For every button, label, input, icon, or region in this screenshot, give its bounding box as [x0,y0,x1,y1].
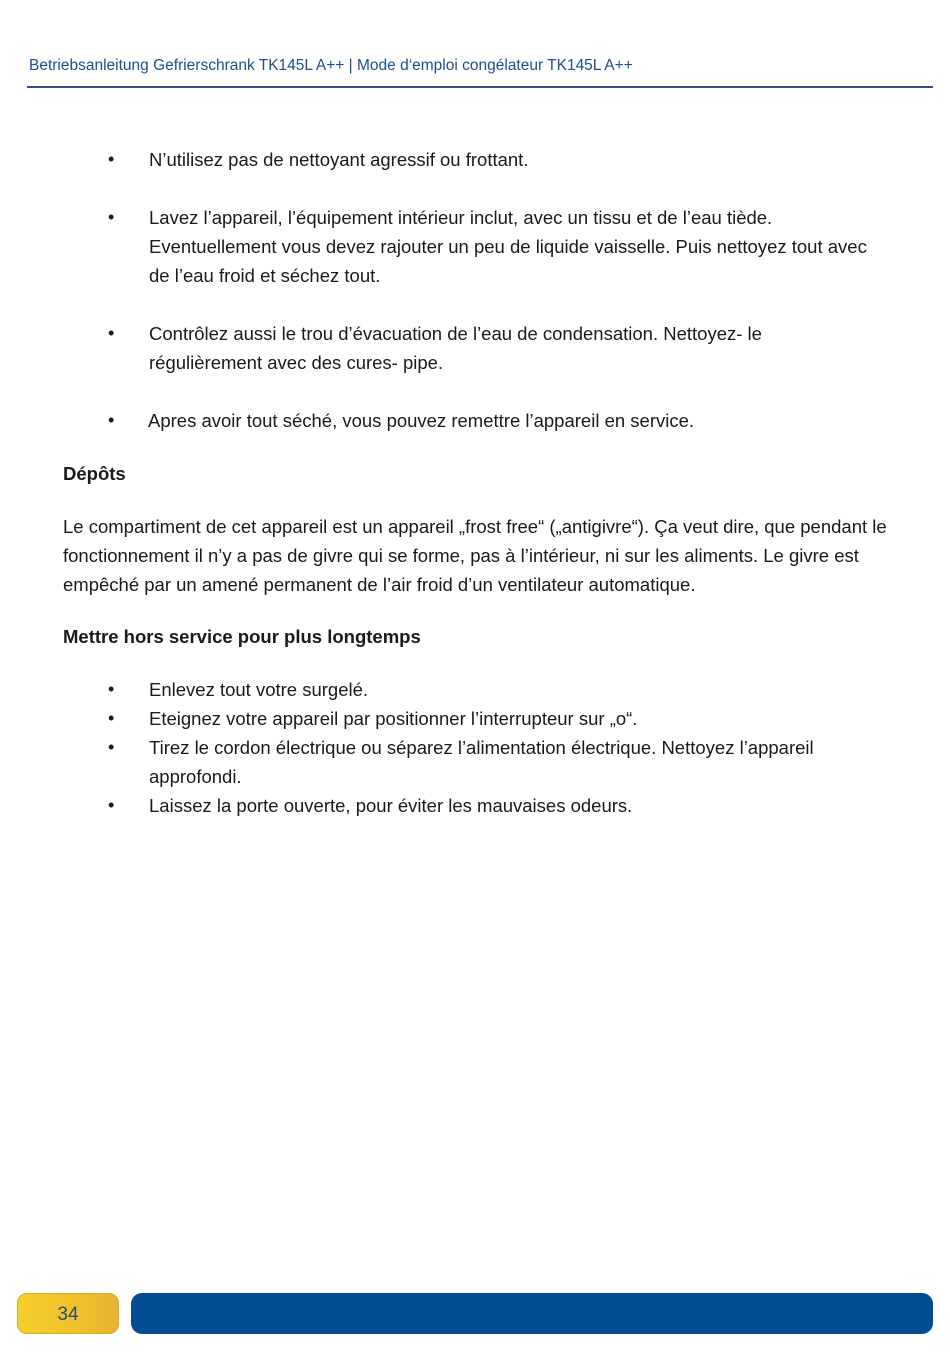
list-item: Apres avoir tout séché, vous pouvez remettre l’appareil en service. [148,410,695,431]
section-heading: Mettre hors service pour plus longtemps [63,626,421,647]
page-number-badge [17,1293,119,1334]
section-heading: Dépôts [63,463,126,484]
bullet-icon: • [108,795,115,815]
page-number: 34 [57,1304,79,1325]
list-item: Contrôlez aussi le trou d’évacuation de l’eau de condensation. Nettoyez- le régulièrement avec des cures- pipe. [149,323,762,373]
footer-bar [131,1293,933,1334]
bullet-icon: • [108,708,115,728]
bullet-icon: • [108,410,115,430]
header-title: Betriebsanleitung Gefrierschrank TK145L A++ | Mode d‘emploi congélateur TK145L A++ [29,57,633,74]
bullet-icon: • [108,323,115,343]
list-item: Eteignez votre appareil par positionner l’interrupteur sur „o“. [149,708,638,729]
list-item: N’utilisez pas de nettoyant agressif ou frottant. [149,149,529,170]
list-item: Laissez la porte ouverte, pour éviter les mauvaises odeurs. [149,795,633,816]
list-item: Lavez l’appareil, l’équipement intérieur inclut, avec un tissu et de l’eau tiède. Eventuellement vous devez rajouter un peu de liquide vaisselle. Puis nettoyez tout avec de l’eau froid et séchez tout. [149,207,867,286]
bullet-icon: • [108,737,115,757]
list-item: Enlevez tout votre surgelé. [149,679,369,700]
header-divider [27,86,933,88]
list-item: Tirez le cordon électrique ou séparez l’alimentation électrique. Nettoyez l’appareil approfondi. [149,737,814,787]
bullet-icon: • [108,149,115,169]
bullet-icon: • [108,207,115,227]
bullet-icon: • [108,679,115,699]
section-paragraph: Le compartiment de cet appareil est un appareil „frost free“ („antigivre“). Ça veut dire, que pendant le fonctionnement il n’y a pas de givre qui se forme, pas à l’intérieur, ni sur les aliments. Le givre est empêché par un amené permanent de l’air froid d’un ventilateur automatique. [63,516,887,595]
